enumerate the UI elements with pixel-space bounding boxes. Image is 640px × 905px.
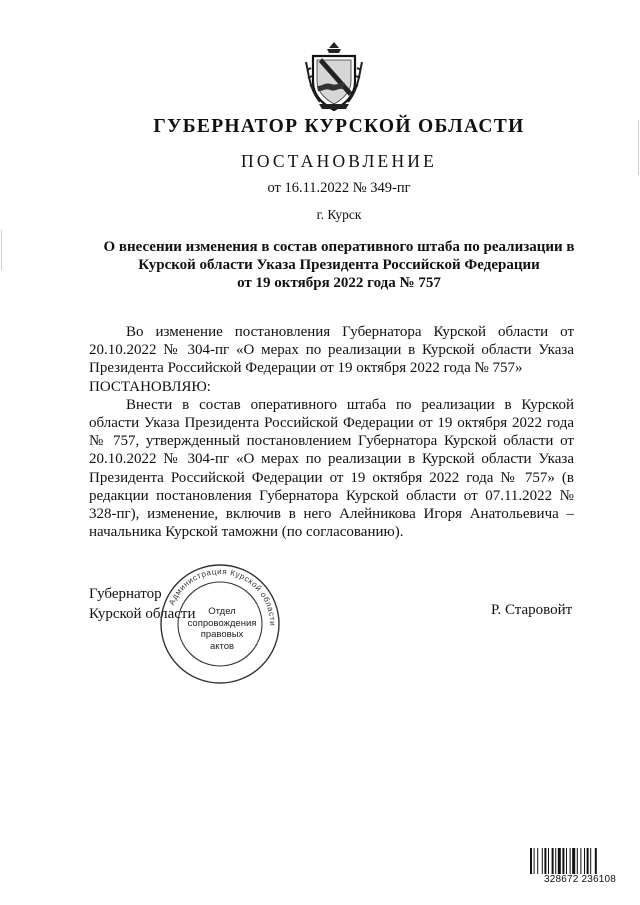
signer-position-line: Курской области — [89, 606, 196, 622]
body-paragraph-preamble: Во изменение постановления Губернатора Курской области от 20.10.2022 № 304-пг «О мерах по реализации в Курской области Указа Президента Российской Федерации от 19 октября 2022 года № 757» — [89, 324, 574, 377]
barcode-icon — [530, 848, 628, 874]
document-body — [89, 323, 574, 541]
stamp-label-line: Отдел — [208, 606, 236, 617]
stamp-label-line: правовых — [200, 629, 244, 640]
signer-position-line: Губернатор — [89, 586, 162, 602]
scan-edge-mark — [1, 230, 2, 270]
stamp-label — [182, 606, 262, 652]
stamp-label-line: сопровождения — [187, 617, 257, 629]
heading-line: от 19 октября 2022 года № 757 — [237, 275, 441, 291]
scan-edge-mark — [638, 120, 639, 175]
document-date-number: от 16.11.2022 № 349-пг — [267, 180, 411, 196]
coat-of-arms-icon — [303, 40, 365, 112]
heading-line: Курской области Указа Президента Российской Федерации — [138, 257, 540, 273]
page-title: ГУБЕРНАТОР КУРСКОЙ ОБЛАСТИ — [153, 116, 525, 137]
stamp-label-line: актов — [209, 640, 235, 652]
document-type: ПОСТАНОВЛЕНИЕ — [240, 151, 438, 171]
barcode-number: 328672 236108 — [543, 874, 617, 885]
body-decree: ПОСТАНОВЛЯЮ: — [89, 378, 211, 395]
body-paragraph-main: Внести в состав оперативного штаба по реализации в Курской области Указа Президента Российской Федерации от 19 октября 2022 года № 757, утвержденный постановлением Губернатора Курской области от 20.10.2022 № 304-пг «О мерах по реализации в Курской области Указа Президента Российской Федерации от 19 октября 2022 года № 757» (в редакции постановления Губернатора Курской области от 07.11.2022 № 328-пг), изменение, включив в него Алейникова Игоря Анатольевича – начальника Курской таможни (по согласованию). — [89, 396, 574, 541]
heading-line: О внесении изменения в состав оперативного штаба по реализации в — [103, 239, 575, 255]
signer-name: Р. Старовойт — [491, 602, 573, 618]
stamp-ring-text: Администрация Курской области — [167, 566, 278, 627]
document-heading — [78, 238, 600, 292]
document-city: г. Курск — [316, 207, 362, 222]
